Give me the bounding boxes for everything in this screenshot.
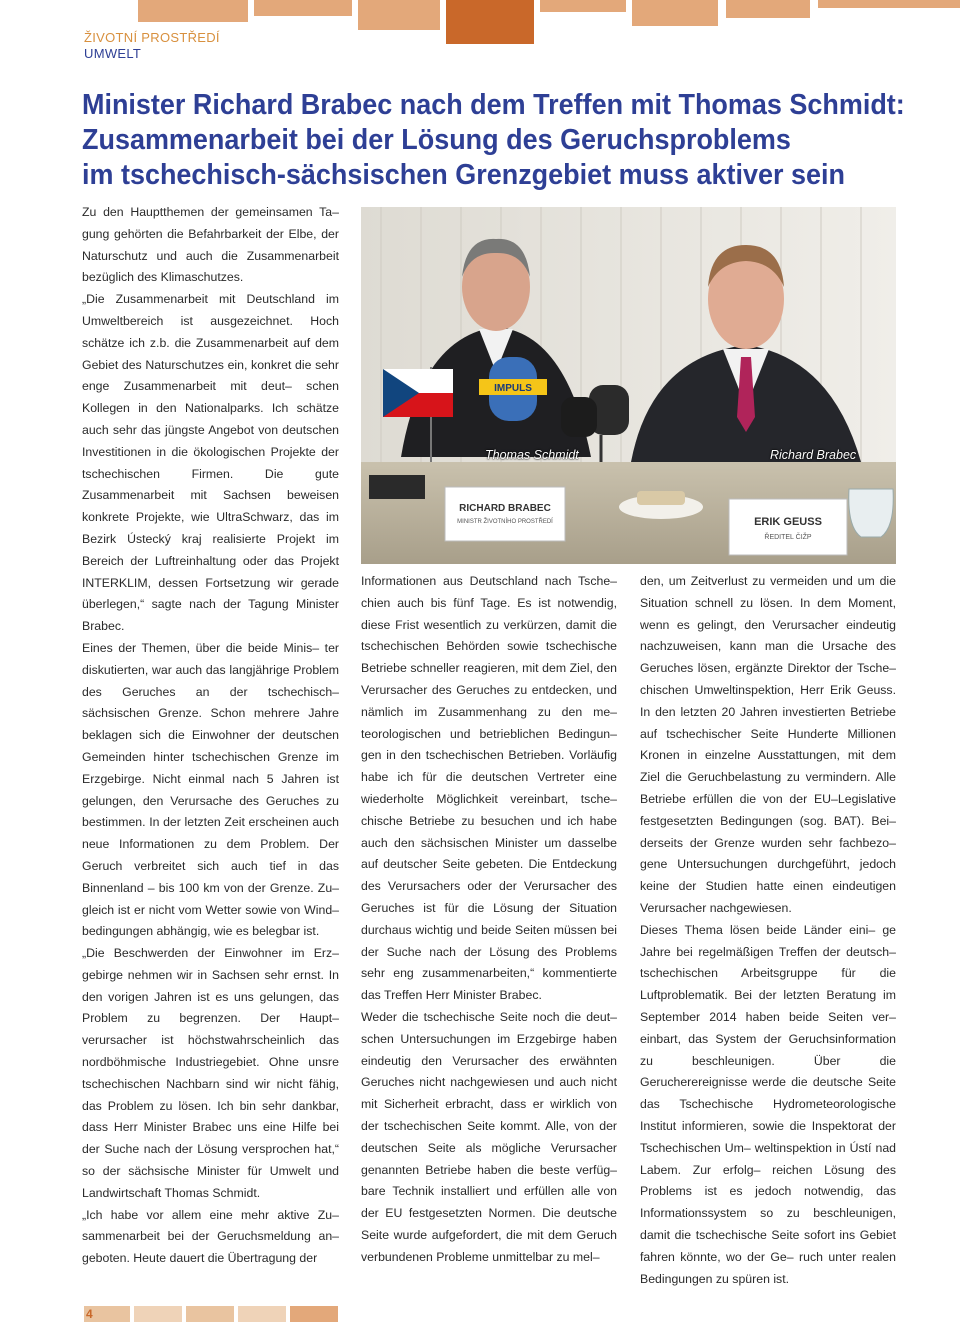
paragraph: „Ich habe vor allem eine mehr aktive Zu– sammenarbeit bei der Geruchsmeldung an– geboten. Heute dauert die Übertragung der xyxy=(82,1207,339,1266)
nameplate-1 xyxy=(445,487,565,541)
section-label xyxy=(84,30,220,62)
section-label-cz: ŽIVOTNÍ PROSTŘEDÍ xyxy=(84,30,220,45)
photo-caption-thomas-schmidt: Thomas Schmidt xyxy=(485,448,579,462)
paragraph: den, um Zeitverlust zu vermeiden und um die Situation schnell zu lösen. In dem Moment, wenn es gelingt, den Verursacher eindeutig nachzuweisen, kann man die Ursache des Geruches lösen, ergänzte Direktor der Tsche– chischen Umweltinspektion, Herr Erik Geuss. In den letzten 20 Jahren investierten Betriebe auf tschechischer Seite Hunderte Millionen Kronen in einzelne Ausstattungen, mit dem Ziel die Geruchbelastung zu vermindern. Alle Betriebe erfüllen die von der EU–Legislative festgesetzten Bedingungen (sog. BAT). Bei– derseits der Grenze wurden sehr fachbezo– gene Untersuchungen durchgeführt, jedoch keine der Studien hatte einen eindeutigen Verursacher nachgewiesen. xyxy=(640,574,896,915)
paragraph: Zu den Hauptthemen der gemeinsamen Ta– gung gehörten die Befahrbarkeit der Elbe, der Naturschutz und auch die Zusammenarbeit bezüglich des Klimaschutzes. xyxy=(82,205,339,285)
article-headline xyxy=(82,88,905,193)
headline-line: Minister Richard Brabec nach dem Treffen mit Thomas Schmidt: xyxy=(82,89,905,121)
header-tab xyxy=(818,0,960,8)
header-tab xyxy=(254,0,352,16)
header-tab xyxy=(540,0,626,12)
paragraph: Weder die tschechische Seite noch die deut– schen Untersuchungen im Erzgebirge haben eindeutig den Verursacher des erwähnten Geruches nicht nachgewiesen und auch nicht mit Sicherheit erbracht, dass er wirklich von der tschechischen Seite kommt. Alle, von der deutschen Seite als mögliche Verursacher genannten Betriebe haben die beste verfüg– bare Technik installiert und erfüllen alle von der EU festgesetzten Normen. Die deutsche Seite wurde aufgefordert, die mit dem Geruch verbundenen Probleme unmittelbar zu mel– xyxy=(361,1009,617,1264)
nameplate-2-role: ŘEDITEL ČIŽP xyxy=(764,534,812,541)
press-photo xyxy=(361,207,896,564)
paragraph: Informationen aus Deutschland nach Tsche– chien auch bis fünf Tage. Es ist notwendig, diese Frist wesentlich zu verkürzen, damit die tschechischen Behörden sowie tschechische Betriebe schneller reagieren, mit dem Ziel, den Verursacher des Geruches zu entdecken, und nämlich im Zusammenhang zu den me– teorologischen und betrieblichen Bedingun– gen in den tschechischen Betrieben. Vorläufig habe ich für die deutschen Vertreter eine wiederholte Möglichkeit vereinbart, tsche– chische Betriebe zu besuchen und ich habe auch den sächsischen Minister um dasselbe auf deutscher Seite gebeten. Die Entdeckung des Verursachers oder der Verursacher des Geruches ist für die Lösung der Situation durchaus wichtig und beide Seiten müssen bei der Suche nach der Lösung des Problems sehr eng zusammenarbeiten,“ kommentierte das Treffen Herr Minister Brabec. xyxy=(361,574,617,1003)
text-column-2 xyxy=(361,571,617,1269)
headline-line: im tschechisch-sächsischen Grenzgebiet muss aktiver sein xyxy=(82,159,845,191)
mic-label: IMPULS xyxy=(494,383,532,394)
header-tab xyxy=(726,0,810,18)
header-tab xyxy=(138,0,248,22)
photo-caption-richard-brabec: Richard Brabec xyxy=(770,448,857,462)
footer-bar xyxy=(238,1306,286,1322)
nameplate-1-role: MINISTR ŽIVOTNÍHO PROSTŘEDÍ xyxy=(457,519,553,525)
photo-illustration xyxy=(361,207,896,564)
text-column-3 xyxy=(640,571,896,1290)
footer-bar xyxy=(290,1306,338,1322)
section-label-de: UMWELT xyxy=(84,46,142,61)
glass xyxy=(849,489,894,537)
nameplate-2-name: ERIK GEUSS xyxy=(754,516,822,528)
header-tab xyxy=(632,0,718,26)
headline-line: Zusammenarbeit bei der Lösung des Geruchsproblems xyxy=(82,124,791,156)
paragraph: „Die Zusammenarbeit mit Deutschland im Umweltbereich ist ausgezeichnet. Hoch schätze ich z.b. die Zusammenarbeit auf dem Gebiet des Naturschutzes ein, konkret die sehr enge Zusammenarbeit mit deut– schen Kollegen in den Nationalparks. Ich schätze auch sehr das jüngste Angebot von deutschen Investitionen in die ökologischen Projekte der tschechischen Firmen. Die gute Zusammenarbeit mit Sachsen beweisen konkrete Projekte, wie UltraSchwarz, das im Bezirk Ústecký kraj realisierte Projekt im Bereich der Luftreinhaltung oder das Projekt INTERKLIM, dessen Fortsetzung wir gerade überlegen,“ sagte nach der Tagung Minister Brabec. xyxy=(82,292,339,634)
nameplate-1-name: RICHARD BRABEC xyxy=(459,503,551,514)
page-number: 4 xyxy=(84,1306,130,1322)
footer-bar xyxy=(186,1306,234,1322)
paragraph: Eines der Themen, über die beide Minis– ter diskutierten, war auch das langjährige Problem des Geruches an der tschechisch– sächsischen Grenze. Schon mehrere Jahre beklagen sich die Einwohner der deutschen Gemeinden hinter tschechischen Grenze im Erzgebirge. Nicht einmal nach 5 Jahren ist gelungen, den Verursache des Geruches zu bestimmen. In der letzten Zeit erscheinen auch neue Informationen zu dem Problem. Der Geruch verbreitet sich auch tief in das Binnenland – bis 100 km von der Grenze. Zu– gleich ist er nicht vom Wetter sowie von Wind– bedingungen abhängig, wie es belegbar ist. xyxy=(82,640,339,939)
paragraph: Dieses Thema lösen beide Länder eini– ge Jahre bei regelmäßigen Treffen der deutsch–tschechischen Arbeitsgruppe für die Luftproblematik. Bei der letzten Beratung im September 2014 haben beide Seiten ver– einbart, das System der Geruchsinformation zu beschleunigen. Über die Gerucherereignisse werde die deutsche Seite das Tschechische Hydrometeorologische Institut informieren, sowie die Inspektorat der Tschechischen Um– weltinspektion in Ústí nad Labem. Zur erfolg– reichen Lösung des Problems ist es jedoch notwendig, das Informationssystem so zu beschleunigen, damit die tschechische Seite sofort ins Gebiet fahren könnte, wo der Ge– ruch unter realen Bedingungen zu spüren ist. xyxy=(640,922,896,1286)
nameplate-2 xyxy=(729,499,847,555)
footer-bar xyxy=(134,1306,182,1322)
microphone xyxy=(561,397,597,437)
header-tab xyxy=(358,0,440,30)
text-column-1 xyxy=(82,202,339,1270)
header-tab xyxy=(446,0,534,44)
paragraph: „Die Beschwerden der Einwohner im Erz– gebirge nehmen wir in Sachsen sehr ernst. In den vorigen Jahren ist es uns gelungen, das Problem zu begrenzen. Der Haupt– verursacher ist höchstwahrscheinlich das nordböhmische Industriegebiet. Ohne unsre tschechischen Nachbarn sind wir nicht fähig, das Problem zu lösen. Ich bin sehr dankbar, dass Herr Minister Brabec uns eine Hilfe bei der Suche nach der Lösung versprochen hat,“ so der sächsische Minister für Umwelt und Landwirtschaft Thomas Schmidt. xyxy=(82,946,339,1200)
